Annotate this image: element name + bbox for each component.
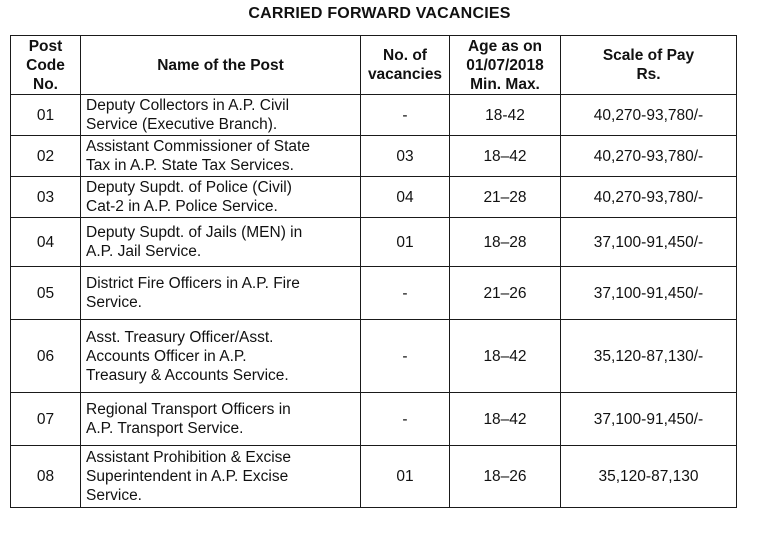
header-post-code-line: No.	[33, 75, 58, 93]
table-row	[11, 446, 737, 508]
table-row	[11, 177, 737, 218]
vacancies-cell: -	[361, 393, 450, 446]
post-name-line: Accounts Officer in A.P.	[86, 347, 247, 365]
post-name-line: District Fire Officers in A.P. Fire	[86, 275, 300, 292]
pay-scale-cell: 35,120-87,130	[561, 446, 737, 508]
table-row	[11, 95, 737, 136]
age-cell: 18–42	[450, 136, 561, 177]
vacancies-cell: 03	[361, 136, 450, 177]
post-name-line: Deputy Supdt. of Jails (MEN) in	[86, 224, 303, 241]
age-cell: 18–28	[450, 218, 561, 267]
post-code-cell: 03	[11, 177, 81, 218]
post-name-cell	[81, 393, 361, 446]
header-age-line: Min. Max.	[470, 75, 540, 93]
post-name-line: Service (Executive Branch).	[86, 116, 278, 133]
header-age-line: 01/07/2018	[466, 56, 544, 74]
table-title: CARRIED FORWARD VACANCIES	[248, 5, 511, 22]
post-name-line: Superintendent in A.P. Excise	[86, 468, 289, 485]
pay-scale-cell: 40,270-93,780/-	[561, 136, 737, 177]
age-cell: 21–28	[450, 177, 561, 218]
post-code-cell: 05	[11, 267, 81, 320]
vacancies-cell: 04	[361, 177, 450, 218]
post-name-cell	[81, 136, 361, 177]
post-code-cell: 02	[11, 136, 81, 177]
pay-scale-cell: 37,100-91,450/-	[561, 267, 737, 320]
post-name-cell	[81, 320, 361, 393]
post-name-line: Deputy Supdt. of Police (Civil)	[86, 179, 292, 196]
post-code-cell: 06	[11, 320, 81, 393]
header-post-code-line: Code	[26, 56, 65, 74]
vacancies-table	[10, 35, 737, 508]
post-name-line: A.P. Jail Service.	[86, 243, 202, 260]
post-name-line: Assistant Prohibition & Excise	[86, 449, 292, 466]
post-name-line: Deputy Collectors in A.P. Civil	[86, 97, 290, 114]
post-code-cell: 04	[11, 218, 81, 267]
table-row	[11, 393, 737, 446]
pay-scale-cell: 37,100-91,450/-	[561, 218, 737, 267]
header-post-code	[11, 36, 81, 95]
post-code-cell: 07	[11, 393, 81, 446]
age-cell: 18–26	[450, 446, 561, 508]
header-post-code-line: Post	[28, 37, 63, 55]
pay-scale-cell: 35,120-87,130/-	[561, 320, 737, 393]
header-vacancies	[361, 36, 450, 95]
table-header-row	[11, 36, 737, 95]
table-row	[11, 218, 737, 267]
post-name-line: Tax in A.P. State Tax Services.	[86, 157, 294, 174]
post-name-line: A.P. Transport Service.	[86, 420, 244, 437]
post-name-cell	[81, 218, 361, 267]
pay-scale-cell: 40,270-93,780/-	[561, 95, 737, 136]
header-post-name: Name of the Post	[81, 36, 361, 95]
age-cell: 21–26	[450, 267, 561, 320]
post-name-line: Treasury & Accounts Service.	[86, 366, 289, 384]
post-name-cell	[81, 177, 361, 218]
age-cell: 18–42	[450, 320, 561, 393]
vacancies-cell: 01	[361, 218, 450, 267]
post-name-line: Asst. Treasury Officer/Asst.	[86, 328, 274, 346]
vacancies-cell: -	[361, 320, 450, 393]
header-vacancies-line: No. of	[383, 47, 427, 64]
post-name-cell	[81, 446, 361, 508]
table-row	[11, 136, 737, 177]
header-pay-scale	[561, 36, 737, 95]
pay-scale-cell: 40,270-93,780/-	[561, 177, 737, 218]
post-code-cell: 01	[11, 95, 81, 136]
age-cell: 18-42	[450, 95, 561, 136]
post-name-line: Assistant Commissioner of State	[86, 138, 310, 155]
post-name-line: Cat-2 in A.P. Police Service.	[86, 198, 278, 215]
header-age-line: Age as on	[467, 37, 543, 55]
post-name-cell	[81, 267, 361, 320]
post-name-line: Service.	[86, 294, 142, 311]
table-row	[11, 320, 737, 393]
header-pay-scale-line: Rs.	[636, 66, 661, 83]
vacancies-cell: 01	[361, 446, 450, 508]
age-cell: 18–42	[450, 393, 561, 446]
header-age	[450, 36, 561, 95]
post-name-line: Regional Transport Officers in	[86, 401, 291, 418]
header-pay-scale-line: Scale of Pay	[602, 47, 695, 64]
header-vacancies-line: vacancies	[367, 66, 443, 83]
table-row	[11, 267, 737, 320]
vacancies-cell: -	[361, 95, 450, 136]
post-code-cell: 08	[11, 446, 81, 508]
post-name-line: Service.	[86, 487, 142, 504]
vacancies-cell: -	[361, 267, 450, 320]
post-name-cell	[81, 95, 361, 136]
pay-scale-cell: 37,100-91,450/-	[561, 393, 737, 446]
